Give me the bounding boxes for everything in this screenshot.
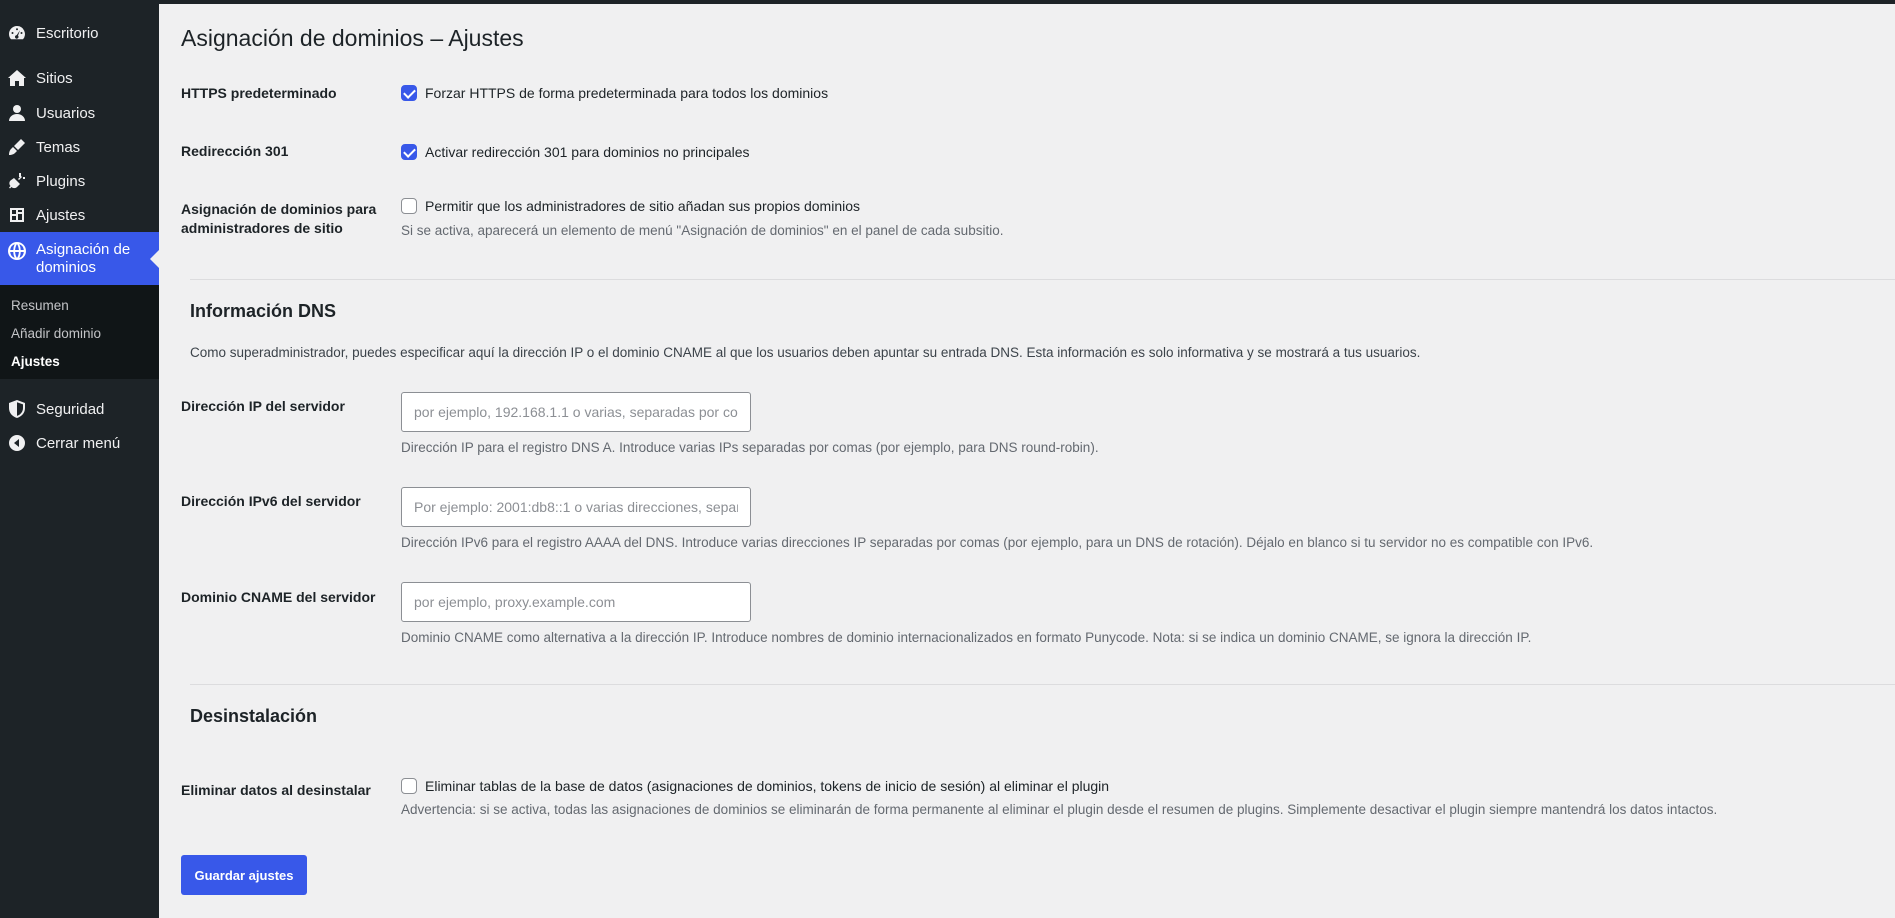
users-icon xyxy=(6,102,28,124)
sidebar-item-sitios[interactable] xyxy=(0,61,159,95)
save-settings-button[interactable]: Guardar ajustes xyxy=(181,855,307,895)
collapse-menu-button[interactable] xyxy=(0,426,159,460)
sidebar-item-label: Plugins xyxy=(36,172,86,190)
sidebar-item-label: Seguridad xyxy=(36,400,105,418)
page-title: Asignación de dominios – Ajustes xyxy=(181,25,524,51)
admin-sidebar xyxy=(0,0,159,918)
sidebar-item-asignacion-dominios[interactable] xyxy=(0,232,159,285)
redirect-checkbox-label[interactable]: Activar redirección 301 para dominios no principales xyxy=(425,144,750,160)
site-admins-description: Si se activa, aparecerá un elemento de menú "Asignación de dominios" en el panel de cada subsitio. xyxy=(401,223,1004,238)
sidebar-item-label: Escritorio xyxy=(36,24,99,42)
server-ipv6-input[interactable] xyxy=(401,487,751,527)
submenu-item-resumen[interactable]: Resumen xyxy=(11,298,69,313)
uninstall-section-title: Desinstalación xyxy=(190,706,318,726)
submenu-item-ajustes[interactable]: Ajustes xyxy=(11,354,60,369)
sidebar-item-usuarios[interactable] xyxy=(0,96,159,130)
active-indicator xyxy=(150,250,159,268)
ipv6-label: Dirección IPv6 del servidor xyxy=(181,493,361,509)
sidebar-item-escritorio[interactable] xyxy=(0,16,159,50)
ipv6-description: Dirección IPv6 para el registro AAAA del DNS. Introduce varias direcciones IP separadas por comas (por ejemplo, para un DNS de rotación). Déjalo en blanco si tu servidor no es compatible con IPv6. xyxy=(401,535,1594,550)
separator xyxy=(190,279,1895,280)
redirect-checkbox[interactable] xyxy=(401,144,417,160)
sidebar-item-label: Cerrar menú xyxy=(36,434,121,452)
redirect-label: Redirección 301 xyxy=(181,143,289,159)
delete-data-warning: Advertencia: si se activa, todas las asignaciones de dominios se eliminarán de forma permanente al eliminar el plugin desde el resumen de plugins. Simplemente desactivar el plugin siempre mantendrá los datos intactos. xyxy=(401,802,1718,817)
sidebar-item-label: Temas xyxy=(36,138,81,156)
dns-section-description: Como superadministrador, puedes especificar aquí la dirección IP o el dominio CNAME al que los usuarios deben apuntar su entrada DNS. Esta información es solo informativa y se mostrará a tus usuarios. xyxy=(190,345,1421,360)
settings-icon xyxy=(6,204,28,226)
site-admins-checkbox-label[interactable]: Permitir que los administradores de sitio añadan sus propios dominios xyxy=(425,198,860,214)
site-admins-checkbox[interactable] xyxy=(401,198,417,214)
delete-data-checkbox[interactable] xyxy=(401,778,417,794)
sites-icon xyxy=(6,67,28,89)
server-cname-input[interactable] xyxy=(401,582,751,622)
dashboard-icon xyxy=(6,22,28,44)
sidebar-item-seguridad[interactable] xyxy=(0,392,159,426)
main-content xyxy=(159,0,1895,918)
submenu-item-anadir-dominio[interactable]: Añadir dominio xyxy=(11,326,102,341)
sidebar-item-label: Usuarios xyxy=(36,104,96,122)
sidebar-item-plugins[interactable] xyxy=(0,164,159,198)
cname-description: Dominio CNAME como alternativa a la dirección IP. Introduce nombres de dominio internacionalizados en formato Punycode. Nota: si se indica un dominio CNAME, se ignora la dirección IP. xyxy=(401,630,1532,645)
collapse-icon xyxy=(6,432,28,454)
https-checkbox-label[interactable]: Forzar HTTPS de forma predeterminada para todos los dominios xyxy=(425,85,829,101)
delete-data-label: Eliminar datos al desinstalar xyxy=(181,782,371,798)
https-label: HTTPS predeterminado xyxy=(181,85,337,101)
separator xyxy=(190,684,1895,685)
submenu xyxy=(0,285,159,379)
cname-label: Dominio CNAME del servidor xyxy=(181,589,376,605)
dns-section-title: Información DNS xyxy=(190,301,337,321)
sidebar-item-label: Asignación de dominios xyxy=(36,241,131,276)
plugins-icon xyxy=(6,170,28,192)
ip-label: Dirección IP del servidor xyxy=(181,398,345,414)
sidebar-item-ajustes[interactable] xyxy=(0,198,159,232)
site-admins-label-line2: administradores de sitio xyxy=(181,220,343,236)
shield-icon xyxy=(6,398,28,420)
sidebar-item-label: Ajustes xyxy=(36,206,86,224)
site-admins-label-line1: Asignación de dominios para xyxy=(181,201,377,217)
delete-data-checkbox-label[interactable]: Eliminar tablas de la base de datos (asignaciones de dominios, tokens de inicio de sesión) al eliminar el plugin xyxy=(425,778,1110,794)
ip-description: Dirección IP para el registro DNS A. Introduce varias IPs separadas por comas (por ejemplo, para DNS round-robin). xyxy=(401,440,1099,455)
https-checkbox[interactable] xyxy=(401,85,417,101)
globe-icon xyxy=(6,240,28,262)
sidebar-item-temas[interactable] xyxy=(0,130,159,164)
sidebar-item-label: Sitios xyxy=(36,69,73,87)
server-ip-input[interactable] xyxy=(401,392,751,432)
themes-icon xyxy=(6,136,28,158)
